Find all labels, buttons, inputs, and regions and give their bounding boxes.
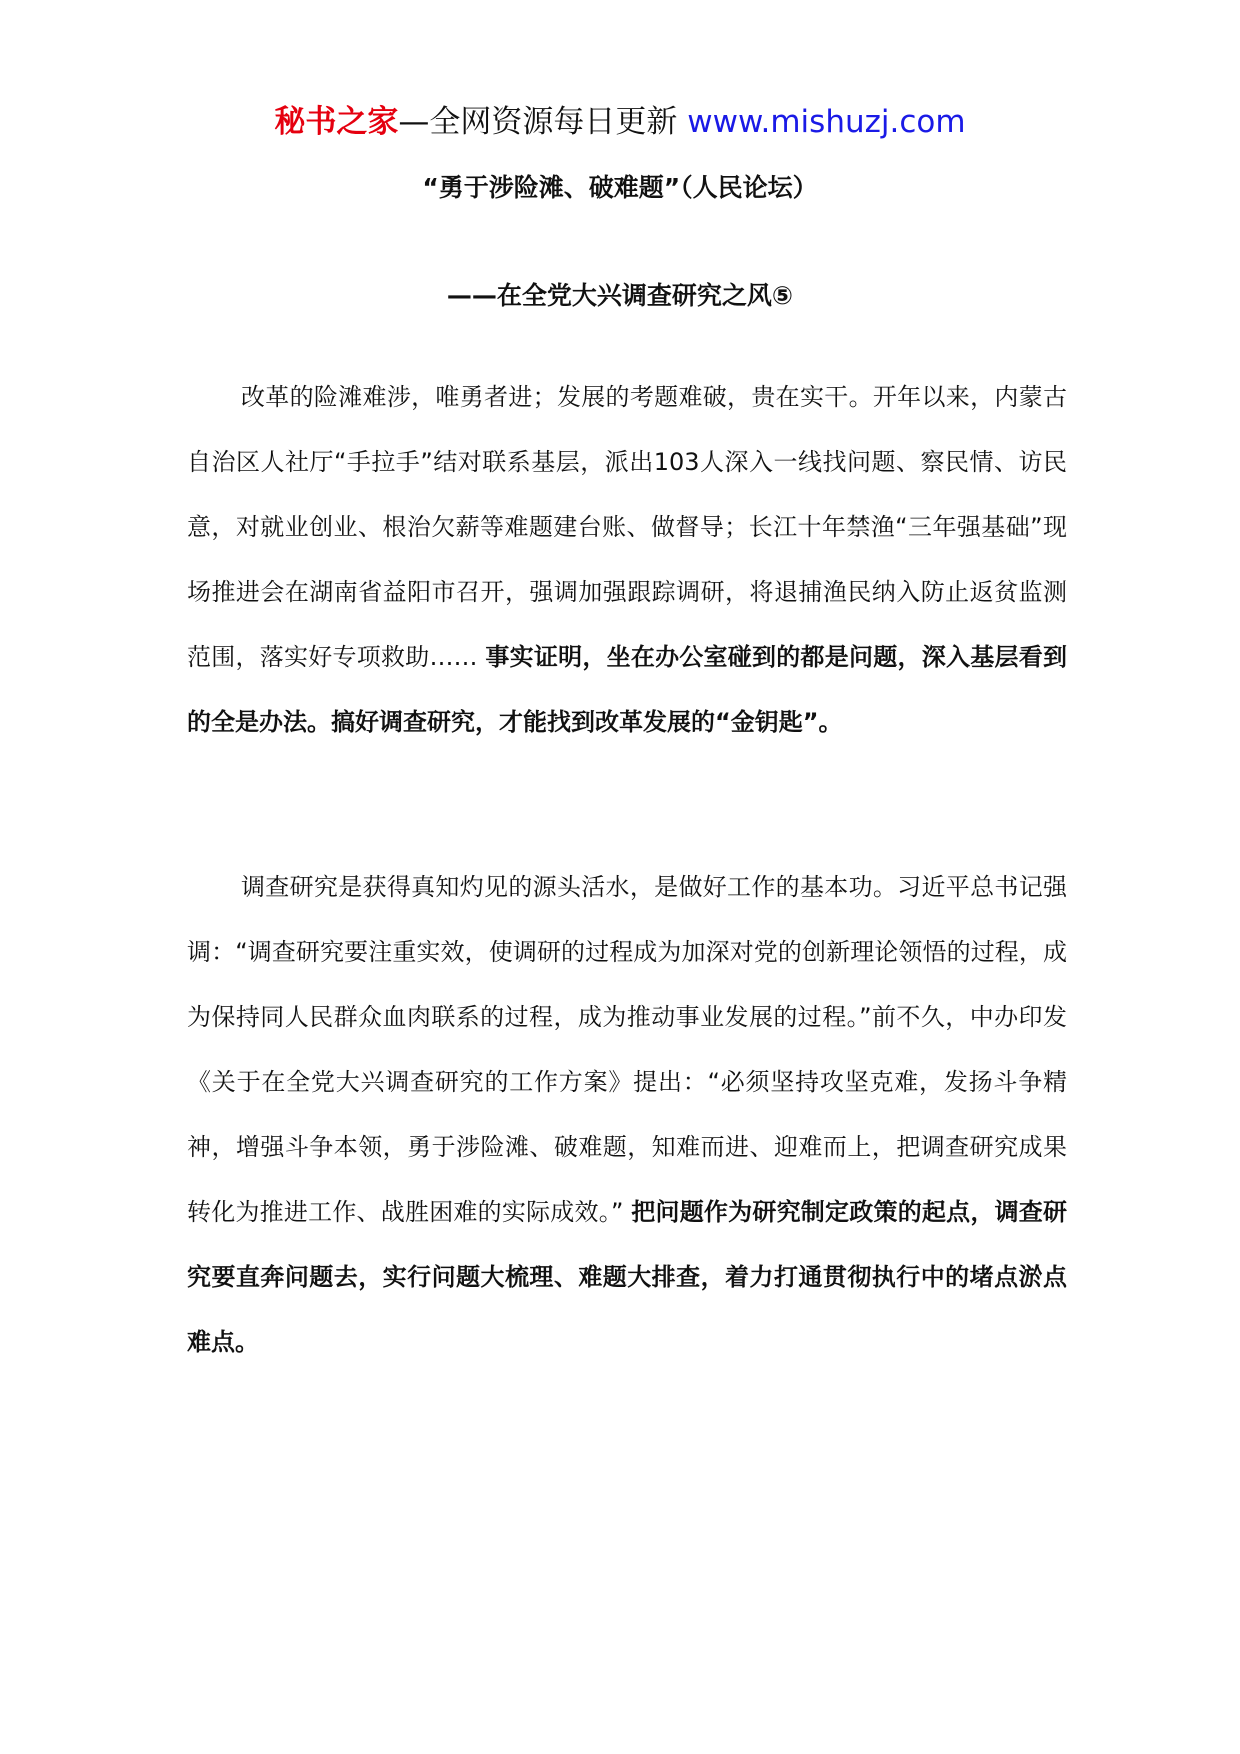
document-title: “勇于涉险滩、破难题”（人民论坛） <box>422 173 818 202</box>
body-paragraph <box>187 365 1067 755</box>
site-url-link[interactable]: www.mishuzj.com <box>687 104 966 140</box>
body-paragraph <box>187 855 1067 1375</box>
site-header <box>0 100 1240 144</box>
paragraph-emphasis: 事实证明，坐在办公室碰到的都是问题，深入基层看到的全是办法。搞好调查研究，才能找到改革发展的“金钥匙”。 <box>187 643 1067 736</box>
site-name: 秘书之家 <box>274 104 399 140</box>
paragraph-text: 调查研究是获得真知灼见的源头活水，是做好工作的基本功。习近平总书记强调：“调查研究要注重实效，使调研的过程成为加深对党的创新理论领悟的过程，成为保持同人民群众血肉联系的过程，成为推动事业发展的过程。”前不久，中办印发《关于在全党大兴调查研究的工作方案》提出：“必须坚持攻坚克难，发扬斗争精神，增强斗争本领，勇于涉险滩、破难题，知难而进、迎难而上，把调查研究成果转化为推进工作、战胜困难的实际成效。” <box>187 873 1067 1226</box>
document-subtitle: ——在全党大兴调查研究之风⑤ <box>446 281 794 310</box>
paragraph-text: 改革的险滩难涉，唯勇者进；发展的考题难破，贵在实干。开年以来，内蒙古自治区人社厅“手拉手”结对联系基层，派出103人深入一线找问题、察民情、访民意，对就业创业、根治欠薪等难题建台账、做督导；长江十年禁渔“三年强基础”现场推进会在湖南省益阳市召开，强调加强跟踪调研，将退捕渔民纳入防止返贫监测范围，落实好专项救助…… <box>187 383 1067 671</box>
paragraph-emphasis: 把问题作为研究制定政策的起点，调查研究要直奔问题去，实行问题大梳理、难题大排查，着力打通贯彻执行中的堵点淤点难点。 <box>187 1198 1068 1356</box>
site-tagline: —全网资源每日更新 <box>398 104 688 140</box>
